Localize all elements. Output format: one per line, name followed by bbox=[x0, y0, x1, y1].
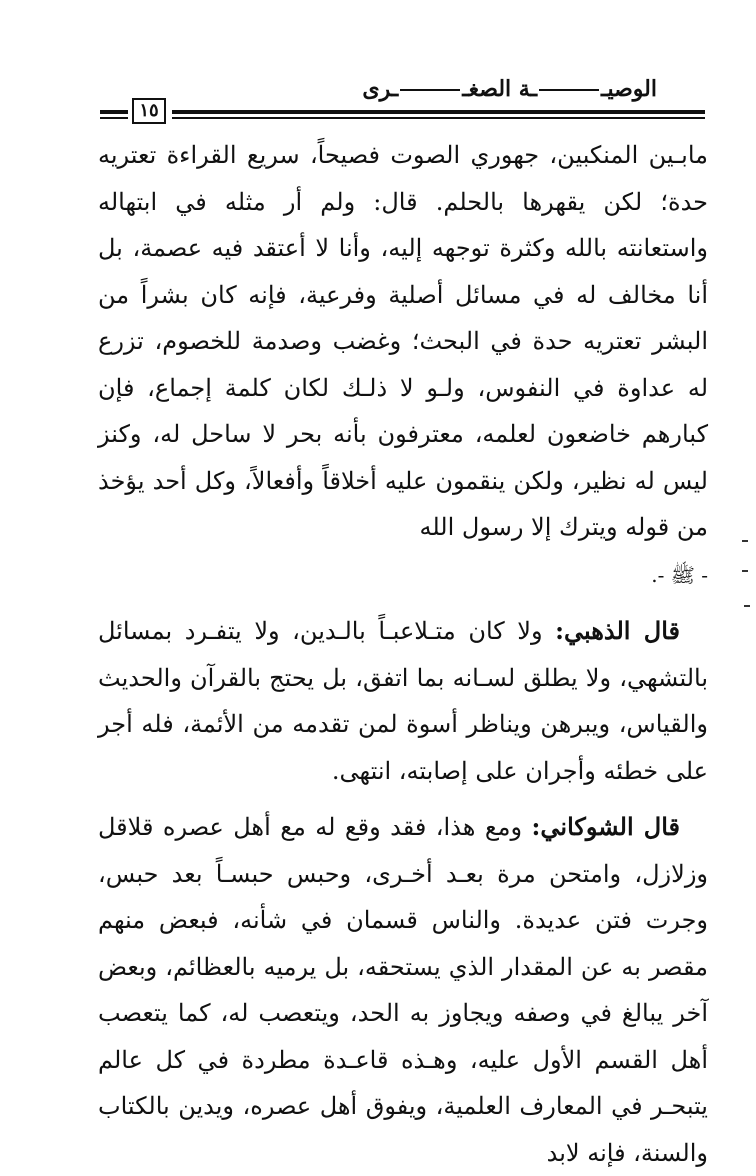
kashida-stroke bbox=[400, 89, 460, 91]
paragraph-shawkani-text: ومع هذا، فقد وقع له مع أهل عصره قلاقل وزلازل، وامتحن مرة بعـد أخـرى، وحبس حبسـاً بعد حبس، وجرت فتن عديدة. والناس قسمان في شأنه، فبعض منهم مقصر به عن المقدار الذي يستحقه، بل يرميه بالعظائم، وبعض آخر يبالغ في وصفه ويجاوز به الحد، ويتعصب له، كما يتعصب أهل القسم الأول عليه، وهـذه قاعـدة مطردة في كل عالم يتبحـر في المعارف العلمية، ويفوق أهل عصره، ويدين بالكتاب والسنة، فإنه لابد bbox=[98, 813, 708, 1167]
paragraph-dhahabi-text: ولا كان متـلاعبـاً بالـدين، ولا يتفـرد بمسائل بالتشهي، ولا يطلق لسـانه بما اتفق، بل يحتج بالقرآن والحديث والقياس، ويبرهن ويناظر أسوة لمن تقدمه من الأئمة، فله أجر على خطئه وأجران على إصابته، انتهى. bbox=[98, 617, 708, 785]
header-rule-thin bbox=[172, 117, 705, 119]
page-header bbox=[100, 70, 705, 130]
page-number: ١٥ bbox=[132, 98, 166, 124]
salutation-glyph: - ﷺ -. bbox=[651, 562, 708, 587]
header-rule-left-thin bbox=[100, 117, 128, 119]
quote-label-shawkani: قال الشوكاني: bbox=[531, 812, 680, 841]
paragraph-1-text: مابـين المنكبين، جهوري الصوت فصيحاً، سريع القراءة تعتريه حدة؛ لكن يقهرها بالحلم. قال: ولم أر مثله في ابتهاله واستعانته بالله وكثرة توجهه إليه، وأنا لا أعتقد فيه عصمة، بل أنا مخالف له في مسائل أصلية وفرعية، فإنه كان بشراً من البشر تعتريه حدة في البحث؛ وغضب وصدمة للخصوم، تزرع له عداوة في النفوس، ولـو لا ذلـك لكان كلمة إجماع، فإن كبارهم خاضعون لعلمه، معترفون بأنه بحر لا ساحل له، وكنز ليس له نظير، ولكن ينقمون عليه أخلاقاً وأفعالاً، وكل أحد يؤخذ من قوله ويترك إلا رسول الله bbox=[98, 141, 708, 541]
scan-edge-mark bbox=[742, 540, 748, 542]
kashida-stroke bbox=[539, 89, 599, 91]
scan-edge-mark bbox=[744, 605, 750, 607]
paragraph-1 bbox=[98, 132, 708, 598]
scan-edge-mark bbox=[742, 570, 748, 572]
running-title-part2: ـة الصغـ bbox=[462, 76, 538, 102]
header-rule-left-thick bbox=[100, 110, 128, 114]
body-text bbox=[98, 132, 708, 1176]
paragraph-dhahabi bbox=[98, 608, 708, 794]
running-title-part1: الوصيـ bbox=[601, 76, 657, 102]
paragraph-shawkani bbox=[98, 804, 708, 1176]
quote-label-dhahabi: قال الذهبي: bbox=[555, 616, 680, 645]
running-title-part3: ـرى bbox=[362, 76, 399, 102]
running-title bbox=[362, 76, 657, 102]
header-rule-thick bbox=[172, 110, 705, 114]
